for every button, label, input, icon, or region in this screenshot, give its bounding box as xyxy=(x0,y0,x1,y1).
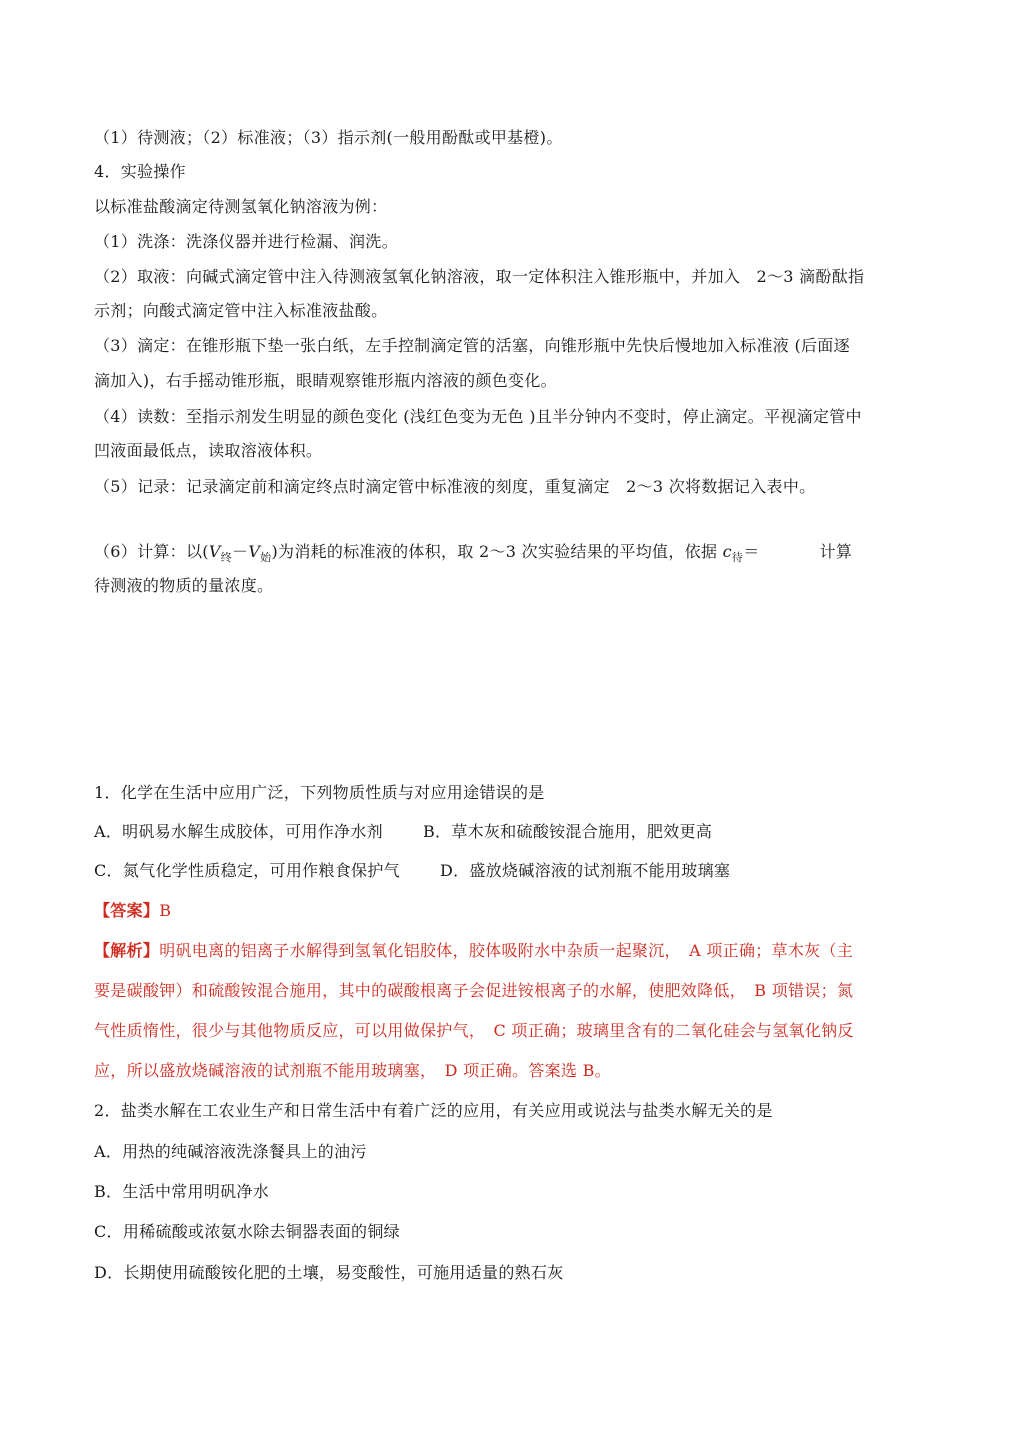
step6-prefix: （6）计算：以( xyxy=(94,542,209,561)
step3-line-2: 滴加入)，右手摇动锥形瓶，眼睛观察锥形瓶内溶液的颜色变化。 xyxy=(94,371,557,390)
step6-suffix: 计算 xyxy=(819,542,853,561)
q1-analysis-line-4: 应，所以盛放烧碱溶液的试剂瓶不能用玻璃塞， D 项正确。答案选 B。 xyxy=(94,1061,611,1080)
q2-option-d: D．长期使用硫酸铵化肥的土壤，易变酸性，可施用适量的熟石灰 xyxy=(94,1263,564,1282)
step6-sub-c: 待 xyxy=(731,551,744,564)
q1-option-a: A．明矾易水解生成胶体，可用作净水剂 xyxy=(94,822,383,841)
step6-middle: )为消耗的标准液的体积，取 2～3 次实验结果的平均值，依据 xyxy=(271,542,718,561)
q2-option-c: C．用稀硫酸或浓氨水除去铜器表面的铜绿 xyxy=(94,1222,400,1241)
q2-option-b: B．生活中常用明矾净水 xyxy=(94,1182,270,1201)
q1-option-b: B．草木灰和硫酸铵混合施用，肥效更高 xyxy=(422,822,713,841)
step2-line-2: 示剂；向酸式滴定管中注入标准液盐酸。 xyxy=(94,301,388,320)
q1-options-cd xyxy=(94,861,934,881)
answer-value: B xyxy=(159,901,172,920)
q1-option-d: D．盛放烧碱溶液的试剂瓶不能用玻璃塞 xyxy=(439,861,731,880)
step4-line-1: （4）读数：至指示剂发生明显的颜色变化 (浅红色变为无色 )且半分钟内不变时，停止滴定。平视滴定管中 xyxy=(94,407,862,426)
q1-options-ab xyxy=(94,822,934,842)
step6-line-1 xyxy=(94,542,934,564)
step1-line: （1）洗涤：洗涤仪器并进行检漏、润洗。 xyxy=(94,232,398,251)
q1-option-c: C．氮气化学性质稳定，可用作粮食保护气 xyxy=(94,861,400,880)
step6-v-start: V xyxy=(248,542,261,561)
step6-minus: － xyxy=(232,542,249,561)
materials-line: （1）待测液；（2）标准液；（3）指示剂(一般用酚酞或甲基橙)。 xyxy=(94,128,563,147)
step4-line-2: 凹液面最低点，读取溶液体积。 xyxy=(94,441,323,460)
q1-analysis-line-2: 要是碳酸钾）和硫酸铵混合施用，其中的碳酸根离子会促进铵根离子的水解，使肥效降低， B 项错误；氮 xyxy=(94,981,854,1000)
step2-line-1: （2）取液：向碱式滴定管中注入待测液氢氧化钠溶液，取一定体积注入锥形瓶中，并加入 2～3 滴酚酞指 xyxy=(94,267,865,286)
section-heading: 4．实验操作 xyxy=(94,162,186,181)
q1-answer xyxy=(94,901,934,921)
analysis-label: 【解析】 xyxy=(94,941,160,960)
q2-option-a: A．用热的纯碱溶液洗涤餐具上的油污 xyxy=(94,1142,367,1161)
q1-stem: 1．化学在生活中应用广泛，下列物质性质与对应用途错误的是 xyxy=(94,783,545,802)
step6-sub-end: 终 xyxy=(220,551,232,564)
step6-equals: ＝ xyxy=(743,542,760,561)
analysis-text-1: 明矾电离的铝离子水解得到氢氧化铝胶体，胶体吸附水中杂质一起聚沉， A 项正确；草木灰（主 xyxy=(159,941,854,960)
step3-line-1: （3）滴定：在锥形瓶下垫一张白纸，左手控制滴定管的活塞，向锥形瓶中先快后慢地加入标准液 (后面逐 xyxy=(94,336,850,355)
q1-analysis-line-1 xyxy=(94,941,934,961)
intro-line: 以标准盐酸滴定待测氢氧化钠溶液为例： xyxy=(94,197,388,216)
step5-line: （5）记录：记录滴定前和滴定终点时滴定管中标准液的刻度，重复滴定 2～3 次将数据记入表中。 xyxy=(94,477,816,496)
step6-sub-start: 始 xyxy=(260,551,272,564)
step6-v-end: V xyxy=(208,542,221,561)
step6-line-2: 待测液的物质的量浓度。 xyxy=(94,576,274,595)
q2-stem: 2．盐类水解在工农业生产和日常生活中有着广泛的应用，有关应用或说法与盐类水解无关的是 xyxy=(94,1101,773,1120)
answer-label: 【答案】 xyxy=(94,901,160,920)
q1-analysis-line-3: 气性质惰性，很少与其他物质反应，可以用做保护气， C 项正确；玻璃里含有的二氧化硅会与氢氧化钠反 xyxy=(94,1021,854,1040)
step6-c: c xyxy=(722,542,732,561)
